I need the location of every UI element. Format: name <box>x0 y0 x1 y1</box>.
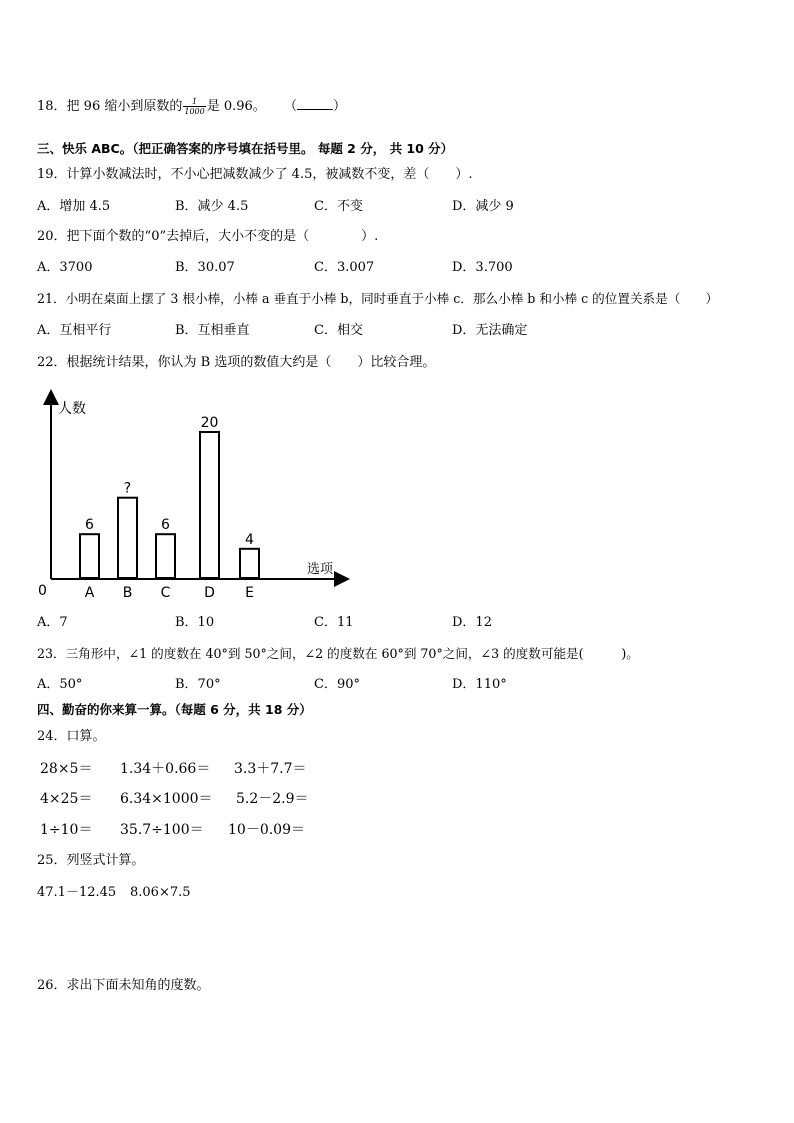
vertical-calc-item: 8.06×7.5 <box>130 885 191 900</box>
question-25: 25．列竖式计算。 <box>37 853 145 868</box>
question-23: 23．三角形中，∠1 的度数在 40°到 50°之间，∠2 的度数在 60°到 70°之间，∠3 的度数可能是( )。 <box>37 646 639 661</box>
question-20: 20．把下面个数的“0”去掉后，大小不变的是（ ）. <box>37 229 379 244</box>
q21-option-c[interactable]: C．相交 <box>314 323 363 338</box>
q23-option-c[interactable]: C．90° <box>314 677 360 692</box>
q21-option-b[interactable]: B．互相垂直 <box>175 323 250 338</box>
category-label-C: C <box>160 585 171 601</box>
bar-D <box>200 432 219 578</box>
q22-option-b[interactable]: B．10 <box>175 615 215 630</box>
question-21: 21．小明在桌面上摆了 3 根小棒，小棒 a 垂直于小棒 b，同时垂直于小棒 c．那么小棒 b 和小棒 c 的位置关系是（ ） <box>37 291 719 306</box>
question-22: 22．根据统计结果，你认为 B 选项的数值大约是（ ）比较合理。 <box>37 355 436 370</box>
calc-item: 28×5＝ <box>40 761 93 777</box>
data-label-C: 6 <box>161 517 170 534</box>
q20-option-d[interactable]: D．3.700 <box>452 260 513 275</box>
calc-item: 35.7÷100＝ <box>120 822 204 838</box>
q23-option-d[interactable]: D．110° <box>452 677 507 692</box>
calc-item: 10－0.09＝ <box>228 822 305 838</box>
calc-item: 1÷10＝ <box>40 822 93 838</box>
q22-option-c[interactable]: C．11 <box>314 615 354 630</box>
q19-option-d[interactable]: D．减少 9 <box>452 199 514 214</box>
calc-item: 3.3＋7.7＝ <box>234 761 307 777</box>
q18-prefix: 18．把 96 缩小到原数的 <box>37 99 183 114</box>
question-24: 24．口算。 <box>37 729 106 744</box>
origin-label: 0 <box>38 583 47 599</box>
bar-A <box>80 534 99 578</box>
q19-option-a[interactable]: A．增加 4.5 <box>37 199 111 214</box>
question-26: 26．求出下面未知角的度数。 <box>37 978 210 993</box>
data-label-E: 4 <box>245 531 254 548</box>
q19-option-c[interactable]: C．不变 <box>314 199 363 214</box>
category-label-B: B <box>122 585 133 601</box>
bar-B <box>118 498 137 578</box>
q20-option-c[interactable]: C．3.007 <box>314 260 375 275</box>
q20-option-b[interactable]: B．30.07 <box>175 260 235 275</box>
data-label-A: 6 <box>85 517 94 534</box>
section-3-title: 三、快乐 ABC。（把正确答案的序号填在括号里。 每题 2 分， 共 10 分） <box>37 141 454 156</box>
q18-suffix: 是 0.96。 <box>206 99 266 114</box>
fraction: $\frac{1}{1000}$ <box>184 97 205 116</box>
q20-option-a[interactable]: A．3700 <box>37 260 93 275</box>
calc-item: 4×25＝ <box>40 791 93 807</box>
category-label-D: D <box>204 585 215 601</box>
calc-item: 1.34＋0.66＝ <box>120 761 211 777</box>
bar-E <box>240 549 259 578</box>
question-18: 18．把 96 缩小到原数的 $\frac{1}{1000}$ 是 0.96。 （ ） <box>37 97 346 116</box>
section-4-title: 四、勤奋的你来算一算。（每题 6 分，共 18 分） <box>37 702 312 717</box>
q23-option-b[interactable]: B．70° <box>175 677 221 692</box>
x-axis-label: 选项 <box>307 562 334 577</box>
q22-option-d[interactable]: D．12 <box>452 615 492 630</box>
calc-item: 5.2－2.9＝ <box>236 791 309 807</box>
bar-chart <box>30 385 360 610</box>
q19-option-b[interactable]: B．减少 4.5 <box>175 199 249 214</box>
answer-blank[interactable] <box>297 97 333 110</box>
vertical-calc-item: 47.1－12.45 <box>37 885 117 900</box>
bar-C <box>156 534 175 578</box>
y-axis-label: 人数 <box>58 401 86 417</box>
calc-item: 6.34×1000＝ <box>120 791 213 807</box>
category-label-E: E <box>245 585 254 601</box>
data-label-B: ? <box>123 480 132 497</box>
q21-option-d[interactable]: D．无法确定 <box>452 323 528 338</box>
data-label-D: 20 <box>200 415 219 431</box>
category-label-A: A <box>84 585 95 601</box>
q21-option-a[interactable]: A．互相平行 <box>37 323 112 338</box>
q23-option-a[interactable]: A．50° <box>37 677 83 692</box>
q22-option-a[interactable]: A．7 <box>37 615 68 630</box>
question-19: 19．计算小数减法时，不小心把减数减少了 4.5，被减数不变，差（ ）. <box>37 167 473 182</box>
